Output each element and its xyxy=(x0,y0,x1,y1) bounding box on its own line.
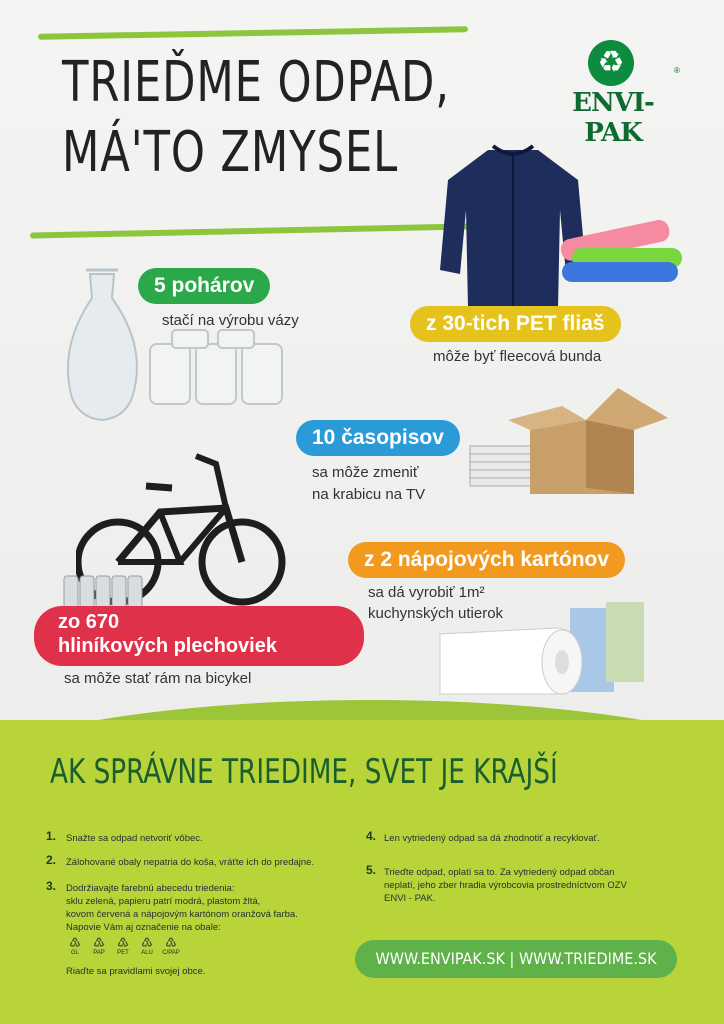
recycle-code-label: ALU xyxy=(141,950,153,956)
slogan: AK SPRÁVNE TRIEDIME, SVET JE KRAJŠÍ xyxy=(50,752,558,792)
page-title xyxy=(62,48,450,188)
rule-3-line-3: kovom červená a nápojovým kartónom oranžová farba. xyxy=(66,909,298,920)
cardboard-box-image xyxy=(468,384,672,496)
cartons-pill: z 2 nápojových kartónov xyxy=(348,542,625,578)
recycle-code-label: PAP xyxy=(93,950,105,956)
rule-5-number: 5. xyxy=(366,863,377,877)
cartons-caption-2: kuchynských utierok xyxy=(368,605,504,622)
rule-3-line-4: Napovie Vám aj označenie na obale: xyxy=(66,922,221,933)
aluminium-pill-line-2: hliníkových plechoviek xyxy=(58,635,277,657)
logo-registered-mark: ® xyxy=(674,66,680,75)
website-links[interactable]: WWW.ENVIPAK.SK | WWW.TRIEDIME.SK xyxy=(355,940,677,978)
rule-5-line-2: neplatí, jeho zber hradia výrobcovia prostredníctvom OZV xyxy=(384,880,627,891)
recycle-code-gl xyxy=(66,936,84,956)
title-line-1: TRIEĎME ODPAD, xyxy=(62,50,450,115)
logo-text: ENVI-PAK xyxy=(572,88,654,148)
recycle-code-alu xyxy=(138,936,156,956)
rule-3-line-2: sklu zelená, papieru patrí modrá, plastom žltá, xyxy=(66,896,261,907)
rule-1-number: 1. xyxy=(46,829,57,843)
rule-1-text: Snažte sa odpad netvoriť vôbec. xyxy=(66,833,203,844)
recycle-icon: ♻ xyxy=(597,46,625,79)
rule-2-number: 2. xyxy=(46,853,57,867)
envipak-logo xyxy=(548,40,680,148)
glass-pill: 5 pohárov xyxy=(138,268,270,304)
recycle-code-pap xyxy=(90,936,108,956)
magazines-pill: 10 časopisov xyxy=(296,420,460,456)
recycle-triangle-icon: ♳ xyxy=(117,935,129,950)
cartons-caption-1: sa dá vyrobiť 1m² xyxy=(368,584,485,601)
recycle-code-label: C/PAP xyxy=(162,950,180,956)
rule-5-line-3: ENVI - PAK. xyxy=(384,893,436,904)
rule-4-number: 4. xyxy=(366,829,377,843)
recycle-codes xyxy=(66,936,180,956)
recycle-triangle-icon: ♳ xyxy=(69,935,81,950)
recycle-code-pet xyxy=(114,936,132,956)
recycle-triangle-icon: ♳ xyxy=(93,935,105,950)
rule-3-line-5: Riaďte sa pravidlami svojej obce. xyxy=(66,966,206,977)
rule-2-text: Zálohované obaly nepatria do koša, vráťte ich do predajne. xyxy=(66,857,315,868)
glass-caption: stačí na výrobu vázy xyxy=(162,312,299,329)
aluminium-pill-line-1: zo 670 xyxy=(58,611,120,633)
pet-caption: môže byť fleecová bunda xyxy=(433,348,602,365)
aluminium-caption: sa môže stať rám na bicykel xyxy=(64,670,252,687)
rule-3-number: 3. xyxy=(46,879,57,893)
rule-5-line-1: Trieďte odpad, oplatí sa to. Za vytriedený odpad občan xyxy=(384,867,615,878)
pet-bottles-image xyxy=(552,200,692,290)
paper-towel-and-cartons-image xyxy=(436,594,652,704)
recycle-code-cpap xyxy=(162,936,180,956)
title-line-2: MÁ'TO ZMYSEL xyxy=(62,120,399,185)
magazines-caption-1: sa môže zmeniť xyxy=(312,464,419,481)
recycle-triangle-icon: ♳ xyxy=(141,935,153,950)
magazines-caption-2: na krabicu na TV xyxy=(312,486,426,503)
recycle-code-label: GL xyxy=(70,950,79,956)
pet-pill: z 30-tich PET fliaš xyxy=(410,306,621,342)
recycle-triangle-icon: ♳ xyxy=(165,935,177,950)
rule-4-text: Len vytriedený odpad sa dá zhodnotiť a recyklovať. xyxy=(384,833,600,844)
rule-3-line-1: Dodržiavajte farebnú abecedu triedenia: xyxy=(66,883,235,894)
recycle-code-label: PET xyxy=(117,950,129,956)
